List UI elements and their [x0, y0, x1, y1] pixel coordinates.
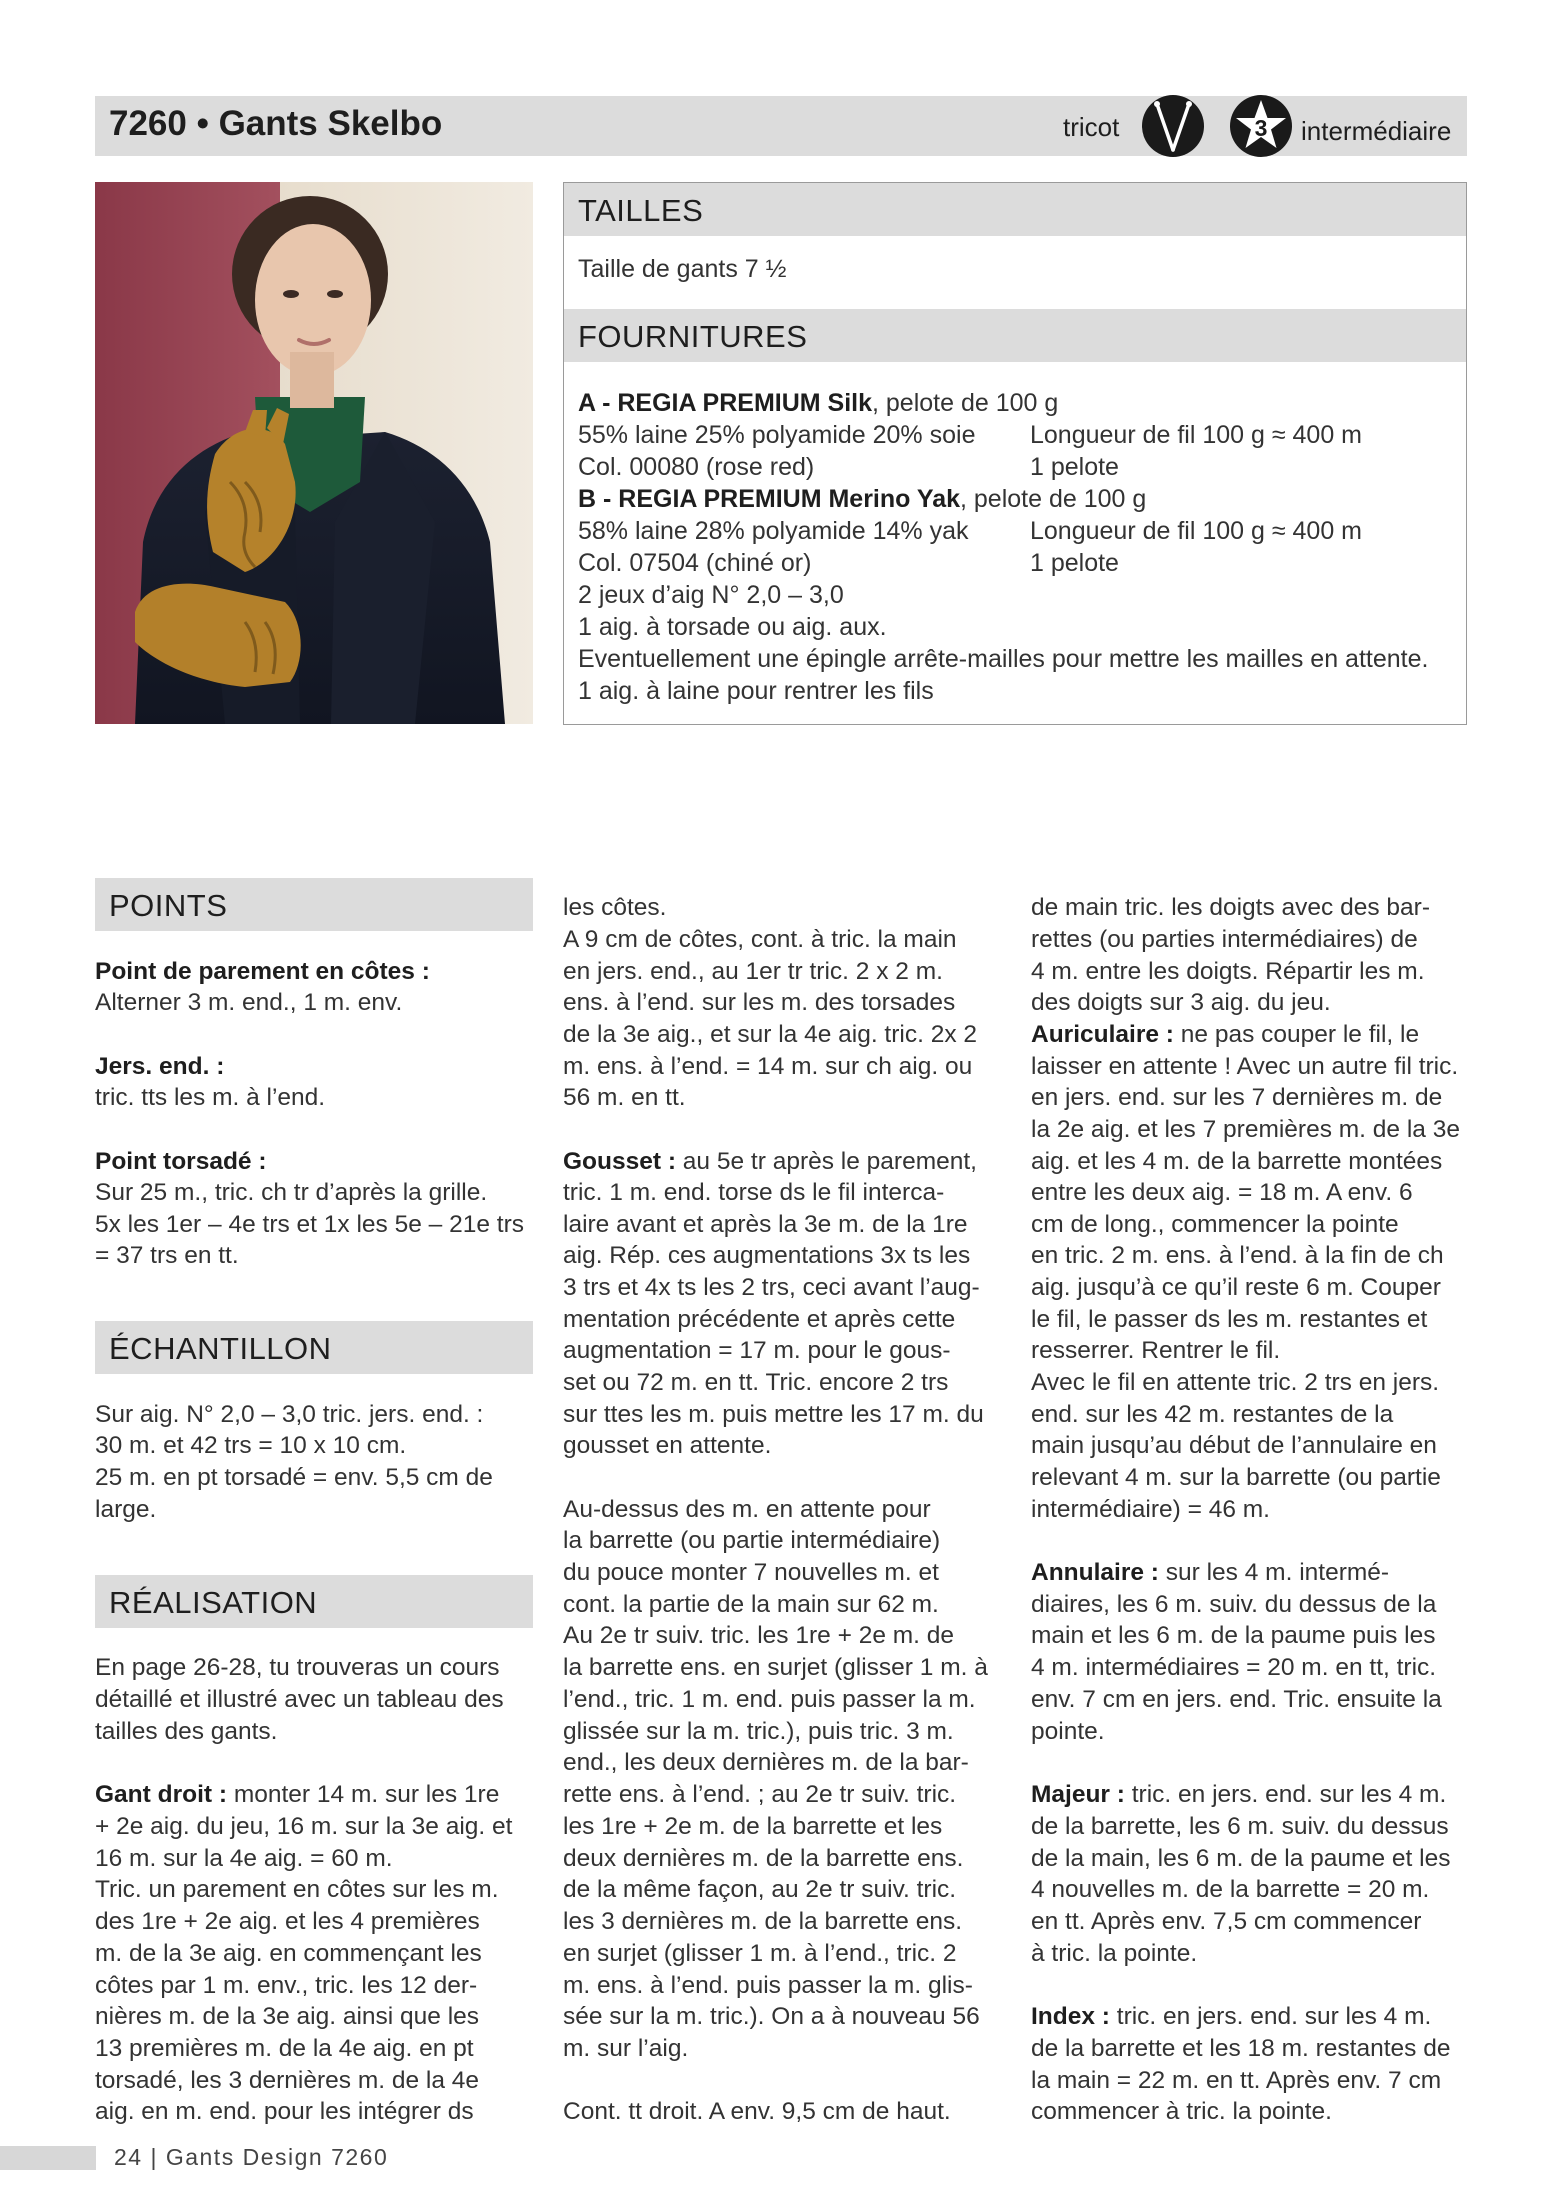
text-line: Majeur : tric. en jers. end. sur les 4 m.: [1031, 1781, 1447, 1808]
text-line: du pouce monter 7 nouvelles m. et: [563, 1559, 939, 1586]
text-line: main et les 6 m. de la paume puis les: [1031, 1622, 1436, 1649]
page-footer: 24 | Gants Design 7260: [114, 2144, 389, 2170]
supply-item: Eventuellement une épingle arrête-mailles pour mettre les mailles en attente.: [578, 645, 1429, 673]
text-line: m. ens. à l’end. = 14 m. sur ch aig. ou: [563, 1053, 973, 1080]
text-line: Avec le fil en attente tric. 2 trs en jers.: [1031, 1369, 1440, 1396]
text-line: de la 3e aig., et sur la 4e aig. tric. 2x 2: [563, 1021, 978, 1048]
yarn-b-line: B - REGIA PREMIUM Merino Yak, pelote de 100 g: [578, 485, 1147, 513]
text-line: détaillé et illustré avec un tableau des: [95, 1686, 504, 1713]
text-line: aig. jusqu’à ce qu’il reste 6 m. Couper: [1031, 1274, 1441, 1301]
text-line: de la même façon, au 2e tr suiv. tric.: [563, 1876, 957, 1903]
text-line: aig. et les 4 m. de la barrette montées: [1031, 1148, 1443, 1175]
text-line: Gant droit : monter 14 m. sur les 1re: [95, 1781, 500, 1808]
text-line: 4 m. entre les doigts. Répartir les m.: [1031, 958, 1425, 985]
text-line: aig. Rép. ces augmentations 3x ts les: [563, 1242, 971, 1269]
text-line: Sur 25 m., tric. ch tr d’après la grille.: [95, 1179, 488, 1206]
text-line: set ou 72 m. en tt. Tric. encore 2 trs: [563, 1369, 949, 1396]
text-line: diaires, les 6 m. suiv. du dessus de la: [1031, 1591, 1437, 1618]
text-line: tric. tts les m. à l’end.: [95, 1084, 326, 1111]
text-line: intermédiaire) = 46 m.: [1031, 1496, 1270, 1523]
text-line: rette ens. à l’end. ; au 2e tr suiv. tric.: [563, 1781, 957, 1808]
text-line: en surjet (glisser 1 m. à l’end., tric. 2: [563, 1940, 957, 1967]
requirements-box: [563, 182, 1467, 725]
yarn-b-composition: 58% laine 28% polyamide 14% yak: [578, 517, 969, 545]
yarn-b-color: Col. 07504 (chiné or): [578, 549, 812, 577]
text-line: en tric. 2 m. ens. à l’end. à la fin de ch: [1031, 1242, 1444, 1269]
text-line: tailles des gants.: [95, 1718, 278, 1745]
text-line: Alterner 3 m. end., 1 m. env.: [95, 989, 403, 1016]
text-line: en jers. end., au 1er tr tric. 2 x 2 m.: [563, 958, 943, 985]
text-line: sée sur la m. tric.). On a à nouveau 56: [563, 2003, 980, 2030]
text-line: 30 m. et 42 trs = 10 x 10 cm.: [95, 1432, 407, 1459]
yarn-a-length: Longueur de fil 100 g ≈ 400 m: [1030, 421, 1363, 449]
text-line: end. sur les 42 m. restantes de la: [1031, 1401, 1394, 1428]
technique-label: tricot: [1063, 112, 1120, 142]
yarn-a-quantity: 1 pelote: [1030, 453, 1119, 481]
text-line: end., les deux dernières m. de la bar-: [563, 1749, 969, 1776]
difficulty-label: intermédiaire: [1301, 116, 1452, 146]
text-line: ens. à l’end. sur les m. des torsades: [563, 989, 956, 1016]
echantillon-heading: ÉCHANTILLON: [95, 1321, 533, 1374]
text-line: m. sur l’aig.: [563, 2035, 689, 2062]
text-line: la main = 22 m. en tt. Après env. 7 cm: [1031, 2067, 1442, 2094]
text-line: resserrer. Rentrer le fil.: [1031, 1337, 1281, 1364]
text-line: large.: [95, 1496, 157, 1523]
knitting-needles-icon: [1141, 94, 1205, 158]
text-line: relevant 4 m. sur la barrette (ou partie: [1031, 1464, 1441, 1491]
text-line: m. ens. à l’end. puis passer la m. glis-: [563, 1972, 973, 1999]
text-line: l’end., tric. 1 m. end. puis passer la m.: [563, 1686, 976, 1713]
title-bar: [95, 96, 1467, 156]
text-line: 25 m. en pt torsadé = env. 5,5 cm de: [95, 1464, 493, 1491]
footer-bar: [0, 2146, 96, 2170]
text-line: En page 26-28, tu trouveras un cours: [95, 1654, 500, 1681]
size-text: Taille de gants 7 ½: [578, 255, 787, 283]
text-line: 3 trs et 4x ts les 2 trs, ceci avant l’aug-: [563, 1274, 980, 1301]
text-line: gousset en attente.: [563, 1432, 772, 1459]
text-line: le fil, le passer ds les m. restantes et: [1031, 1306, 1428, 1333]
text-line: tric. 1 m. end. torse ds le fil interca-: [563, 1179, 945, 1206]
text-line: Point torsadé :: [95, 1148, 267, 1175]
text-line: de main tric. les doigts avec des bar-: [1031, 894, 1430, 921]
text-line: la barrette ens. en surjet (glisser 1 m. à: [563, 1654, 988, 1681]
text-line: laisser en attente ! Avec un autre fil tric.: [1031, 1053, 1459, 1080]
text-line: cm de long., commencer la pointe: [1031, 1211, 1399, 1238]
yarn-b-length: Longueur de fil 100 g ≈ 400 m: [1030, 517, 1363, 545]
text-line: à tric. la pointe.: [1031, 1940, 1198, 1967]
fournitures-heading: FOURNITURES: [564, 309, 1466, 362]
text-line: Auriculaire : ne pas couper le fil, le: [1031, 1021, 1420, 1048]
text-line: Tric. un parement en côtes sur les m.: [95, 1876, 499, 1903]
text-line: Cont. tt droit. A env. 9,5 cm de haut.: [563, 2098, 951, 2125]
tailles-heading: TAILLES: [564, 183, 1466, 236]
text-line: glissée sur la m. tric.), puis tric. 3 m.: [563, 1718, 954, 1745]
text-line: les 1re + 2e m. de la barrette et les: [563, 1813, 943, 1840]
text-line: A 9 cm de côtes, cont. à tric. la main: [563, 926, 957, 953]
text-line: de la barrette et les 18 m. restantes de: [1031, 2035, 1451, 2062]
difficulty-level-number: 3: [1254, 115, 1268, 141]
text-line: cont. la partie de la main sur 62 m.: [563, 1591, 939, 1618]
text-line: torsadé, les 3 dernières m. de la 4e: [95, 2067, 480, 2094]
points-heading: POINTS: [95, 878, 533, 931]
yarn-a-line: A - REGIA PREMIUM Silk, pelote de 100 g: [578, 389, 1059, 417]
text-line: augmentation = 17 m. pour le gous-: [563, 1337, 951, 1364]
text-line: Au 2e tr suiv. tric. les 1re + 2e m. de: [563, 1622, 955, 1649]
text-line: les 3 dernières m. de la barrette ens.: [563, 1908, 963, 1935]
text-line: 56 m. en tt.: [563, 1084, 686, 1111]
text-line: commencer à tric. la pointe.: [1031, 2098, 1332, 2125]
page-title: 7260 • Gants Skelbo: [109, 104, 443, 143]
text-line: + 2e aig. du jeu, 16 m. sur la 3e aig. et: [95, 1813, 513, 1840]
text-line: 16 m. sur la 4e aig. = 60 m.: [95, 1845, 393, 1872]
text-line: env. 7 cm en jers. end. Tric. ensuite la: [1031, 1686, 1442, 1713]
text-line: la 2e aig. et les 7 premières m. de la 3e: [1031, 1116, 1460, 1143]
text-line: Point de parement en côtes :: [95, 958, 430, 985]
supply-item: 1 aig. à torsade ou aig. aux.: [578, 613, 887, 641]
text-line: main jusqu’au début de l’annulaire en: [1031, 1432, 1437, 1459]
text-line: aig. en m. end. pour les intégrer ds: [95, 2098, 474, 2125]
text-line: la barrette (ou partie intermédiaire): [563, 1527, 941, 1554]
supply-item: 1 aig. à laine pour rentrer les fils: [578, 677, 934, 705]
yarn-b-quantity: 1 pelote: [1030, 549, 1119, 577]
text-line: laire avant et après la 3e m. de la 1re: [563, 1211, 968, 1238]
text-line: les côtes.: [563, 894, 667, 921]
text-line: 4 nouvelles m. de la barrette = 20 m.: [1031, 1876, 1430, 1903]
text-line: 13 premières m. de la 4e aig. en pt: [95, 2035, 474, 2062]
text-line: de la barrette, les 6 m. suiv. du dessus: [1031, 1813, 1449, 1840]
text-line: m. de la 3e aig. en commençant les: [95, 1940, 482, 1967]
text-line: Annulaire : sur les 4 m. intermé-: [1031, 1559, 1390, 1586]
text-line: pointe.: [1031, 1718, 1105, 1745]
text-line: rettes (ou parties intermédiaires) de: [1031, 926, 1418, 953]
text-line: côtes par 1 m. env., tric. les 12 der-: [95, 1972, 478, 1999]
text-line: sur ttes les m. puis mettre les 17 m. du: [563, 1401, 984, 1428]
text-line: mentation précédente et après cette: [563, 1306, 956, 1333]
text-line: 4 m. intermédiaires = 20 m. en tt, tric.: [1031, 1654, 1437, 1681]
text-line: = 37 trs en tt.: [95, 1242, 239, 1269]
text-line: entre les deux aig. = 18 m. A env. 6: [1031, 1179, 1413, 1206]
model-photo: [95, 182, 533, 724]
text-line: Sur aig. N° 2,0 – 3,0 tric. jers. end. :: [95, 1401, 484, 1428]
text-line: Index : tric. en jers. end. sur les 4 m.: [1031, 2003, 1432, 2030]
yarn-a-color: Col. 00080 (rose red): [578, 453, 815, 481]
text-line: des doigts sur 3 aig. du jeu.: [1031, 989, 1331, 1016]
text-line: de la main, les 6 m. de la paume et les: [1031, 1845, 1451, 1872]
text-line: en jers. end. sur les 7 dernières m. de: [1031, 1084, 1443, 1111]
text-line: Gousset : au 5e tr après le parement,: [563, 1148, 977, 1175]
text-line: deux dernières m. de la barrette ens.: [563, 1845, 964, 1872]
difficulty-star-icon: [1229, 94, 1293, 158]
text-line: Jers. end. :: [95, 1053, 225, 1080]
text-line: 5x les 1er – 4e trs et 1x les 5e – 21e trs: [95, 1211, 524, 1238]
yarn-a-composition: 55% laine 25% polyamide 20% soie: [578, 421, 976, 449]
text-line: nières m. de la 3e aig. ainsi que les: [95, 2003, 480, 2030]
realisation-heading: RÉALISATION: [95, 1575, 533, 1628]
text-line: en tt. Après env. 7,5 cm commencer: [1031, 1908, 1422, 1935]
text-line: des 1re + 2e aig. et les 4 premières: [95, 1908, 480, 1935]
text-line: Au-dessus des m. en attente pour: [563, 1496, 931, 1523]
supply-item: 2 jeux d’aig N° 2,0 – 3,0: [578, 581, 844, 609]
